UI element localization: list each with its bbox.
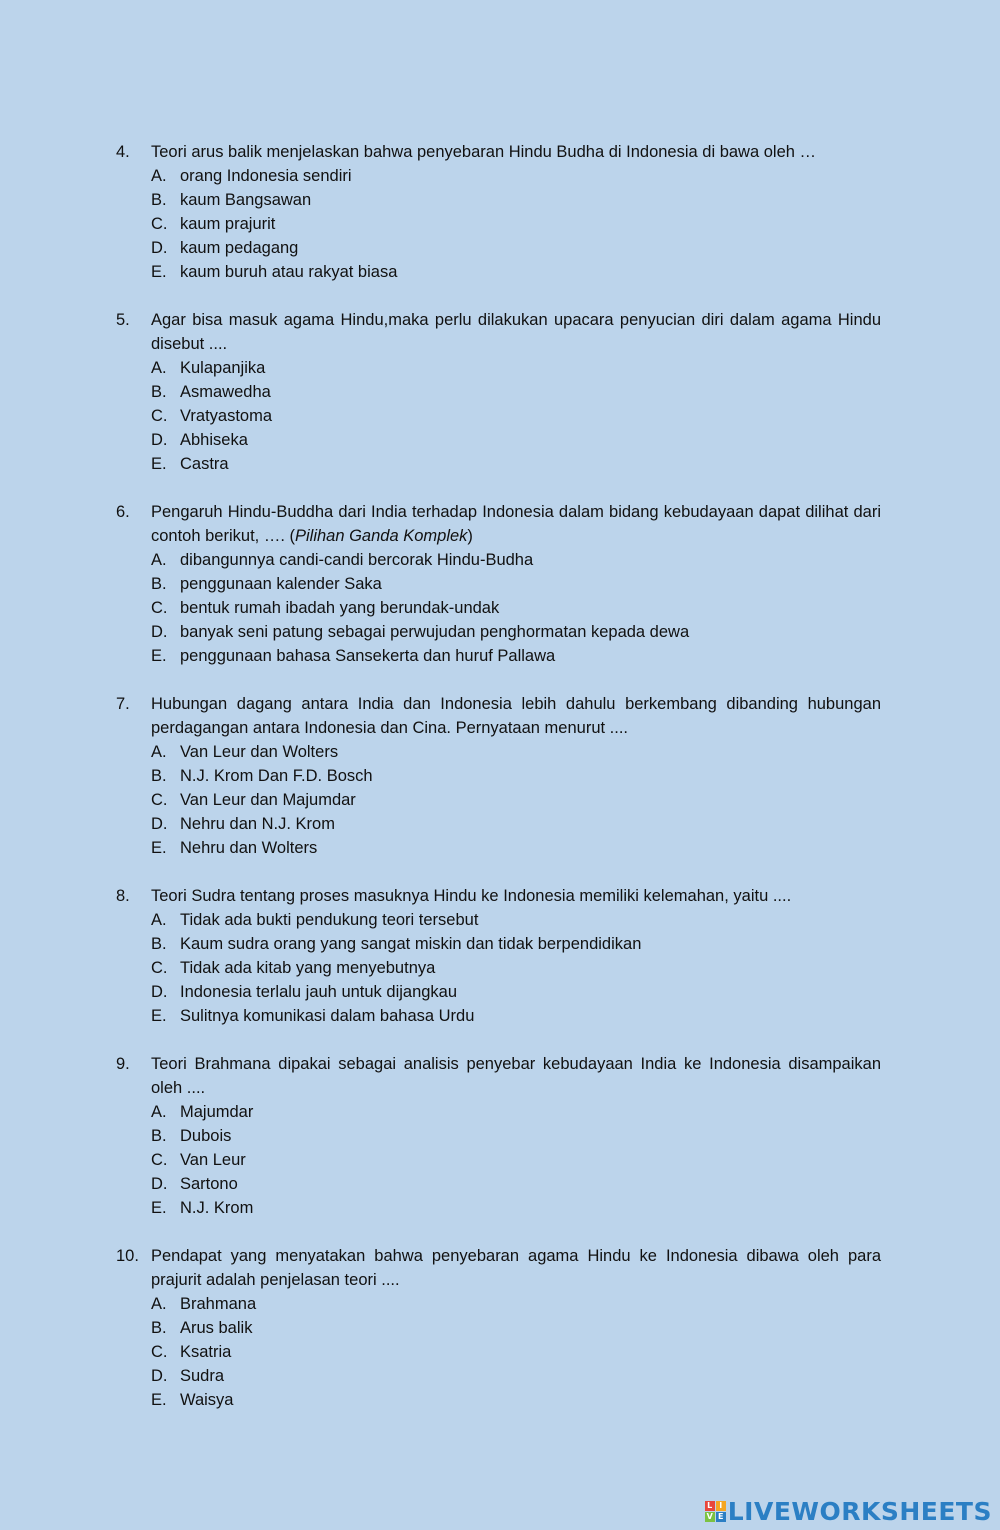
question-9 xyxy=(0,1052,881,1220)
logo-mark-v: V xyxy=(706,1511,713,1521)
question-text: Pengaruh Hindu-Buddha dari India terhadap Indonesia dalam bidang kebudayaan dapat dilihat dari contoh berikut, …. (Pilihan Ganda Komplek) xyxy=(151,503,881,545)
option-a[interactable]: A. Kulapanjika xyxy=(151,359,266,377)
option-b[interactable]: B. N.J. Krom Dan F.D. Bosch xyxy=(151,767,373,785)
option-a[interactable]: A. Brahmana xyxy=(151,1295,257,1313)
option-b[interactable]: B. penggunaan kalender Saka xyxy=(151,575,382,593)
logo-mark-e: E xyxy=(716,1512,726,1522)
option-c[interactable]: C. kaum prajurit xyxy=(151,215,276,233)
question-text: Hubungan dagang antara India dan Indonesia lebih dahulu berkembang dibanding hubungan perdagangan antara Indonesia dan Cina. Pernyataan menurut .... xyxy=(151,695,881,737)
option-b[interactable]: B. Asmawedha xyxy=(151,383,271,401)
option-a[interactable]: A. Tidak ada bukti pendukung teori tersebut xyxy=(151,911,479,929)
option-c[interactable]: C. Van Leur xyxy=(151,1151,246,1169)
question-10 xyxy=(0,1244,881,1412)
logo-text: LIVEWORKSHEETS xyxy=(727,1496,992,1526)
question-text: Teori Sudra tentang proses masuknya Hindu ke Indonesia memiliki kelemahan, yaitu .... xyxy=(151,887,792,905)
option-c[interactable]: C. Ksatria xyxy=(151,1343,232,1361)
question-number: 10. xyxy=(116,1247,139,1265)
question-8 xyxy=(0,884,881,1028)
liveworksheets-logo xyxy=(705,1496,992,1526)
option-e[interactable]: E. Castra xyxy=(151,455,229,473)
option-d[interactable]: D. Nehru dan N.J. Krom xyxy=(151,815,335,833)
option-e[interactable]: E. Nehru dan Wolters xyxy=(151,839,318,857)
option-c[interactable]: C. Vratyastoma xyxy=(151,407,273,425)
option-d[interactable]: D. kaum pedagang xyxy=(151,239,299,257)
question-text: Agar bisa masuk agama Hindu,maka perlu dilakukan upacara penyucian diri dalam agama Hindu disebut .... xyxy=(151,311,881,353)
question-number: 5. xyxy=(116,311,130,329)
option-e[interactable]: E. penggunaan bahasa Sansekerta dan huruf Pallawa xyxy=(151,647,556,665)
logo-mark-l: L xyxy=(705,1501,715,1511)
question-number: 6. xyxy=(116,503,130,521)
question-4 xyxy=(0,140,881,284)
question-text: Pendapat yang menyatakan bahwa penyebaran agama Hindu ke Indonesia dibawa oleh para prajurit adalah penjelasan teori .... xyxy=(151,1247,881,1289)
question-6 xyxy=(0,500,881,668)
logo-mark-icon xyxy=(705,1501,726,1522)
option-e[interactable]: E. kaum buruh atau rakyat biasa xyxy=(151,263,398,281)
question-number: 7. xyxy=(116,695,130,713)
option-e[interactable]: E. N.J. Krom xyxy=(151,1199,254,1217)
question-number: 9. xyxy=(116,1055,130,1073)
option-c[interactable]: C. bentuk rumah ibadah yang berundak-undak xyxy=(151,599,500,617)
option-e[interactable]: E. Waisya xyxy=(151,1391,234,1409)
option-d[interactable]: D. Sudra xyxy=(151,1367,225,1385)
option-a[interactable]: A. dibangunnya candi-candi bercorak Hindu-Budha xyxy=(151,551,534,569)
option-e[interactable]: E. Sulitnya komunikasi dalam bahasa Urdu xyxy=(151,1007,475,1025)
option-b[interactable]: B. Kaum sudra orang yang sangat miskin dan tidak berpendidikan xyxy=(151,935,642,953)
option-c[interactable]: C. Van Leur dan Majumdar xyxy=(151,791,356,809)
question-7 xyxy=(0,692,881,860)
option-b[interactable]: B. kaum Bangsawan xyxy=(151,191,312,209)
logo-mark-i: I xyxy=(716,1501,726,1511)
question-5 xyxy=(0,308,881,476)
option-b[interactable]: B. Dubois xyxy=(151,1127,232,1145)
question-number: 8. xyxy=(116,887,130,905)
option-a[interactable]: A. Van Leur dan Wolters xyxy=(151,743,339,761)
option-d[interactable]: D. Indonesia terlalu jauh untuk dijangkau xyxy=(151,983,458,1001)
question-text: Teori arus balik menjelaskan bahwa penyebaran Hindu Budha di Indonesia di bawa oleh … xyxy=(151,143,817,161)
option-d[interactable]: D. banyak seni patung sebagai perwujudan penghormatan kepada dewa xyxy=(151,623,690,641)
option-c[interactable]: C. Tidak ada kitab yang menyebutnya xyxy=(151,959,436,977)
worksheet xyxy=(0,140,1000,1436)
question-text: Teori Brahmana dipakai sebagai analisis penyebar kebudayaan India ke Indonesia disampaikan oleh .... xyxy=(151,1055,881,1097)
question-number: 4. xyxy=(116,143,130,161)
option-a[interactable]: A. Majumdar xyxy=(151,1103,254,1121)
option-d[interactable]: D. Sartono xyxy=(151,1175,238,1193)
option-a[interactable]: A. orang Indonesia sendiri xyxy=(151,167,352,185)
option-b[interactable]: B. Arus balik xyxy=(151,1319,253,1337)
option-d[interactable]: D. Abhiseka xyxy=(151,431,248,449)
